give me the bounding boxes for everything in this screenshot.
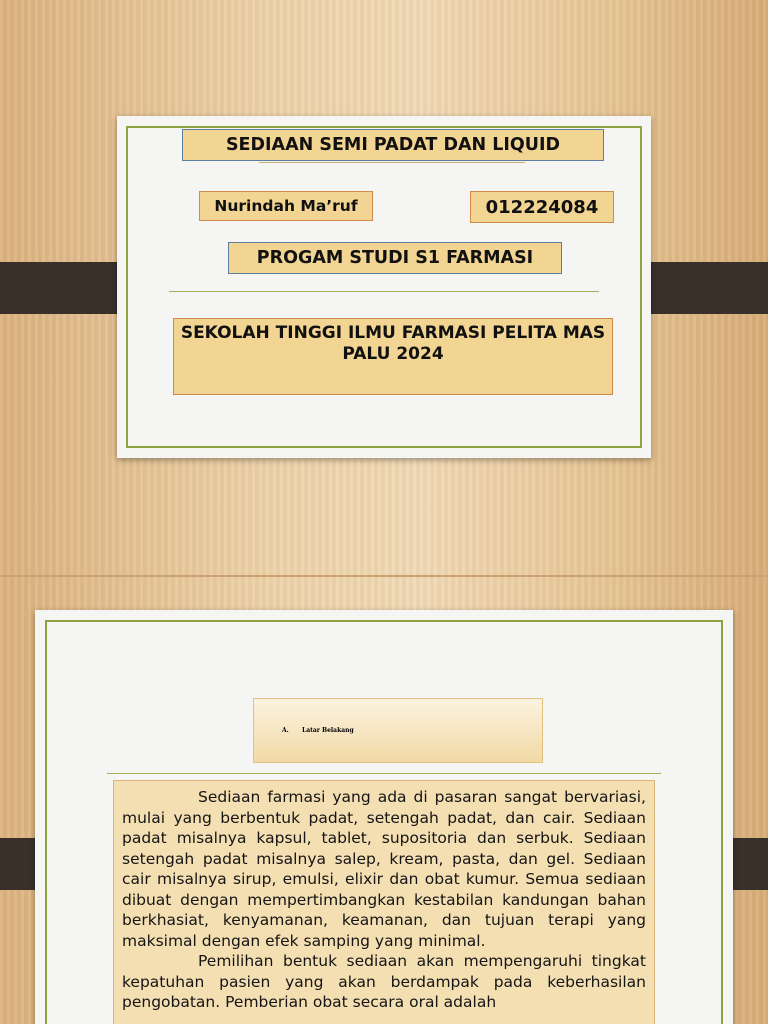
- title-card: [117, 116, 651, 458]
- slide-2: [0, 577, 768, 1024]
- content-card: [35, 610, 733, 1024]
- paragraph-1: Sediaan farmasi yang ada di pasaran sangat bervariasi, mulai yang berbentuk padat, setengah padat, dan cair. Sediaan padat misalnya kapsul, tablet, supositoria dan serbuk. Sediaan setengah padat misalnya salep, kream, pasta, dan gel. Sediaan cair misalnya sirup, emulsi, elixir dan obat kumur. Semua sediaan dibuat dengan mempertimbangkan kestabilan kandungan bahan berkhasiat, kenyamanan, keamanan, dan tujuan terapi yang maksimal dengan efek samping yang minimal.: [122, 788, 646, 950]
- heading-box: [253, 698, 543, 763]
- program-box: PROGAM STUDI S1 FARMASI: [228, 242, 562, 274]
- body-text: [113, 780, 655, 1024]
- divider-line: [169, 291, 599, 292]
- heading-number: A.: [282, 727, 289, 734]
- divider-line: [107, 773, 661, 774]
- heading-text: Latar Belakang: [302, 727, 354, 734]
- title-box: SEDIAAN SEMI PADAT DAN LIQUID: [182, 129, 604, 161]
- institution-box: SEKOLAH TINGGI ILMU FARMASI PELITA MAS PALU 2024: [173, 318, 613, 395]
- title-underline: [259, 162, 525, 163]
- paragraph-2: Pemilihan bentuk sediaan akan mempengaruhi tingkat kepatuhan pasien yang akan berdampak pada keberhasilan pengobatan. Pemberian obat secara oral adalah: [122, 952, 646, 1011]
- author-box: Nurindah Ma’ruf: [199, 191, 373, 221]
- student-id-box: 012224084: [470, 191, 614, 223]
- card-frame: [126, 126, 642, 448]
